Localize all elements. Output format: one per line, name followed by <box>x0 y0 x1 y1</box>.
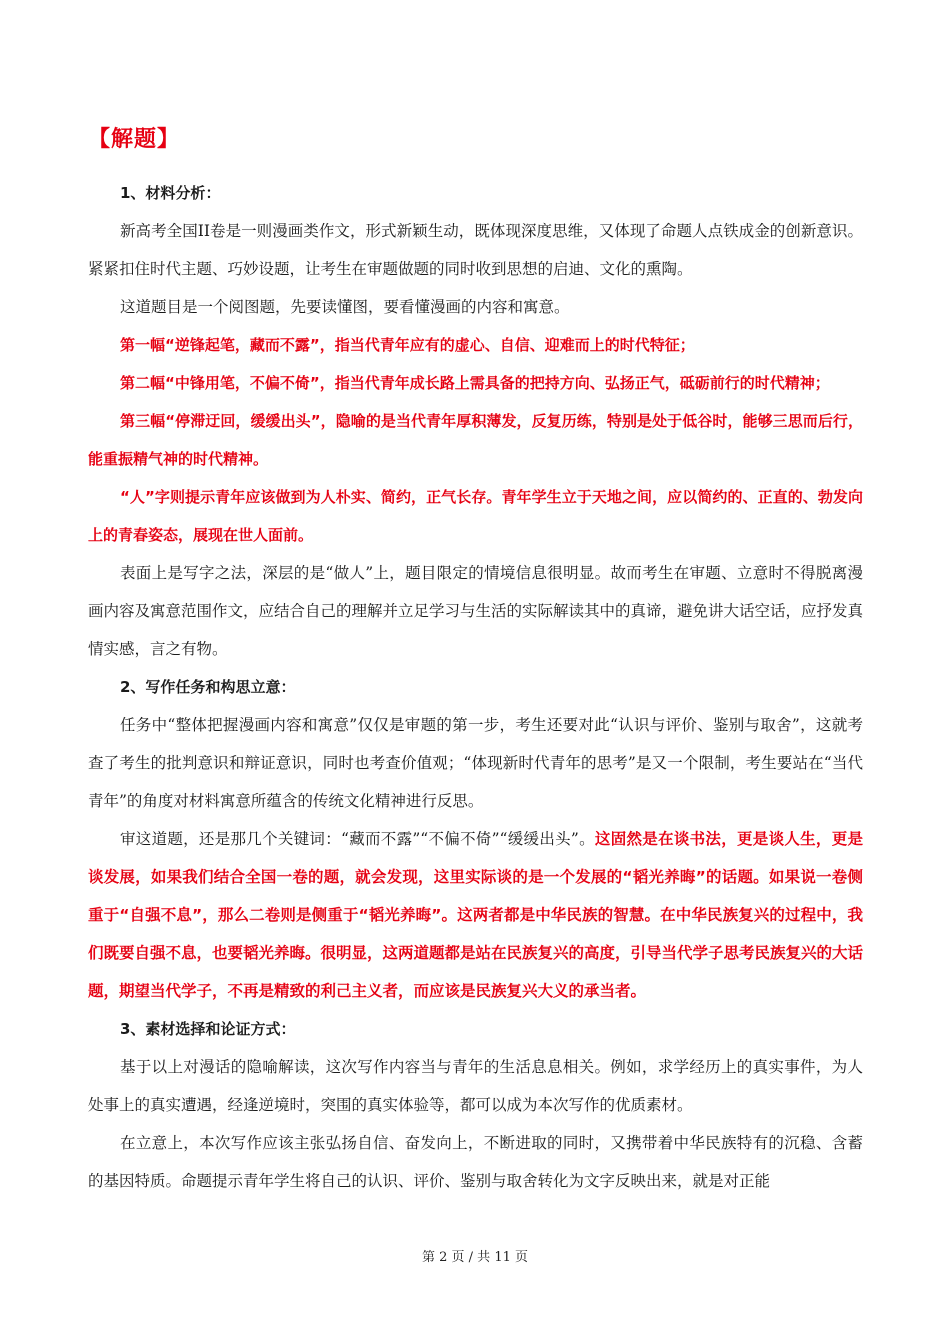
paragraph-text: 审这道题，还是那几个关键词：“藏而不露”“不偏不倚”“缓缓出头”。 <box>120 830 595 848</box>
section-heading-material-analysis: 1、材料分析： <box>120 184 221 202</box>
paragraph: 在立意上，本次写作应该主张弘扬自信、奋发向上，不断进取的同时，又携带着中华民族特有的沉稳、含蓄的基因特质。命题提示青年学生将自己的认识、评价、鉴别与取舍转化为文字反映出来，就是对正能 <box>88 1134 863 1190</box>
paragraph: 新高考全国II卷是一则漫画类作文，形式新颖生动，既体现深度思维，又体现了命题人点铁成金的创新意识。紧紧扣住时代主题、巧妙设题，让考生在审题做题的同时收到思想的启迪、文化的熏陶。 <box>88 222 863 278</box>
paragraph: 这道题目是一个阅图题，先要读懂图，要看懂漫画的内容和寓意。 <box>120 298 570 316</box>
mixed-paragraph <box>88 820 863 1010</box>
paragraph: 表面上是写字之法，深层的是“做人”上，题目限定的情境信息很明显。故而考生在审题、立意时不得脱离漫画内容及寓意范围作文，应结合自己的理解并立足学习与生活的实际解读其中的真谛，避免讲大话空话，应抒发真情实感，言之有物。 <box>88 564 864 658</box>
highlight-text: 这固然是在谈书法，更是谈人生，更是谈发展，如果我们结合全国一卷的题，就会发现，这里实际谈的是一个发展的“韬光养晦”的话题。如果说一卷侧重于“自强不息”，那么二卷则是侧重于“韬光养晦”。这两者都是中华民族的智慧。在中华民族复兴的过程中，我们既要自强不息，也要韬光养晦。很明显，这两道题都是站在民族复兴的高度，引导当代学子思考民族复兴的大话题，期望当代学子，不再是精致的利己主义者，而应该是民族复兴大义的承当者。 <box>88 830 864 1000</box>
section-heading-writing-task: 2、写作任务和构思立意： <box>120 678 296 696</box>
page-title: 【解题】 <box>88 127 181 152</box>
highlight-paragraph: 第一幅“逆锋起笔，藏而不露”，指当代青年应有的虚心、自信、迎难而上的时代特征； <box>120 336 695 354</box>
paragraph: 任务中“整体把握漫画内容和寓意”仅仅是审题的第一步，考生还要对此“认识与评价、鉴别与取舍”，这就考查了考生的批判意识和辩证意识，同时也考查价值观；“体现新时代青年的思考”是又一个限制，考生要站在“当代青年”的角度对材料寓意所蕴含的传统文化精神进行反思。 <box>88 716 863 810</box>
page-footer: 第 2 页 / 共 11 页 <box>422 1250 528 1265</box>
document-page <box>88 120 863 1200</box>
highlight-paragraph: “人”字则提示青年应该做到为人朴实、简约，正气长存。青年学生立于天地之间，应以简约的、正直的、勃发向上的青春姿态，展现在世人面前。 <box>88 488 863 544</box>
highlight-paragraph: 第三幅“停滞迂回，缓缓出头”，隐喻的是当代青年厚积薄发，反复历练，特别是处于低谷时，能够三思而后行，能重振精气神的时代精神。 <box>88 412 863 468</box>
paragraph: 基于以上对漫话的隐喻解读，这次写作内容当与青年的生活息息相关。例如，求学经历上的真实事件，为人处事上的真实遭遇，经逢逆境时，突围的真实体验等，都可以成为本次写作的优质素材。 <box>88 1058 863 1114</box>
highlight-paragraph: 第二幅“中锋用笔，不偏不倚”，指当代青年成长路上需具备的把持方向、弘扬正气，砥砺前行的时代精神； <box>120 374 830 392</box>
section-heading-material-selection: 3、素材选择和论证方式： <box>120 1020 296 1038</box>
